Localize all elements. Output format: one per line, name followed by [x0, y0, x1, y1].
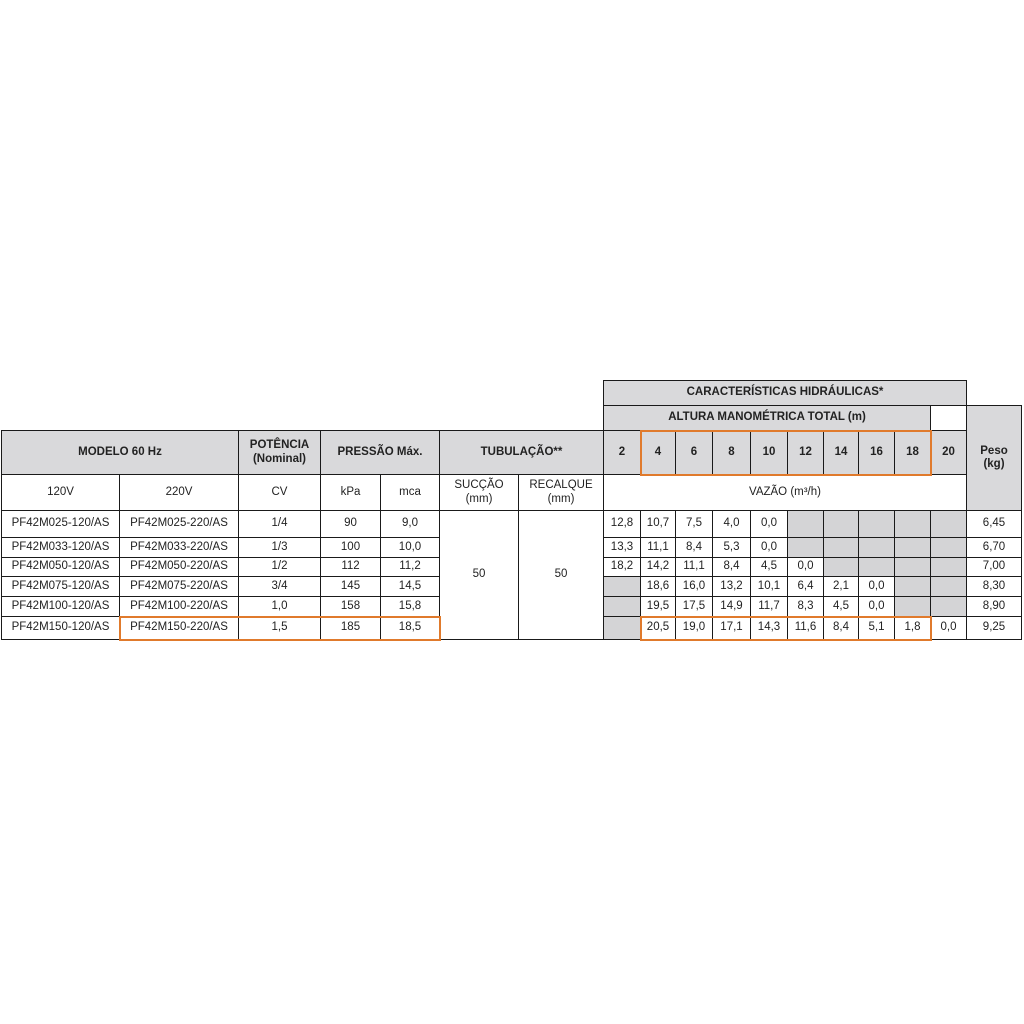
pressao-header: PRESSÃO Máx. [320, 430, 440, 475]
flow-value: 4,5 [823, 596, 859, 617]
flow-value [787, 537, 824, 558]
model-120v: PF42M033-120/AS [1, 537, 120, 558]
flow-value [823, 557, 859, 577]
flow-value: 19,0 [675, 616, 713, 640]
peso-value: 6,70 [966, 537, 1022, 558]
flow-value: 4,5 [750, 557, 788, 577]
model-220v: PF42M025-220/AS [119, 510, 239, 538]
succao-value: 50 [439, 510, 519, 640]
flow-value [930, 557, 967, 577]
flow-value [858, 537, 895, 558]
peso-value: 6,45 [966, 510, 1022, 538]
flow-value: 0,0 [787, 557, 824, 577]
flow-value: 4,0 [712, 510, 751, 538]
flow-value: 17,5 [675, 596, 713, 617]
flow-value: 5,1 [858, 616, 895, 640]
flow-value [930, 537, 967, 558]
voltage-120-header: 120V [1, 474, 120, 511]
flow-value: 8,3 [787, 596, 824, 617]
flow-value [894, 557, 931, 577]
height-8: 8 [712, 430, 751, 475]
flow-value: 0,0 [750, 537, 788, 558]
model-220v: PF42M033-220/AS [119, 537, 239, 558]
flow-value: 1,8 [894, 616, 931, 640]
succao-header: SUCÇÃO (mm) [439, 474, 519, 511]
altura-header: ALTURA MANOMÉTRICA TOTAL (m) [603, 405, 931, 431]
pressao-kpa: 145 [320, 576, 381, 597]
flow-value: 0,0 [858, 576, 895, 597]
flow-value: 12,8 [603, 510, 641, 538]
flow-value [823, 510, 859, 538]
flow-value: 7,5 [675, 510, 713, 538]
flow-value [858, 557, 895, 577]
height-2: 2 [603, 430, 641, 475]
model-120v: PF42M100-120/AS [1, 596, 120, 617]
pressao-mca: 10,0 [380, 537, 440, 558]
model-220v: PF42M050-220/AS [119, 557, 239, 577]
modelo-header: MODELO 60 Hz [1, 430, 239, 475]
pressao-mca: 18,5 [380, 616, 440, 640]
flow-value [930, 576, 967, 597]
pressao-kpa: 158 [320, 596, 381, 617]
mca-header: mca [380, 474, 440, 511]
flow-value: 8,4 [712, 557, 751, 577]
pressao-kpa: 100 [320, 537, 381, 558]
voltage-220-header: 220V [119, 474, 239, 511]
potencia-cv: 1/3 [238, 537, 321, 558]
pressao-kpa: 90 [320, 510, 381, 538]
peso-value: 9,25 [966, 616, 1022, 640]
flow-value [603, 576, 641, 597]
flow-value: 0,0 [858, 596, 895, 617]
flow-value: 18,6 [640, 576, 676, 597]
flow-value: 2,1 [823, 576, 859, 597]
flow-value: 11,6 [787, 616, 824, 640]
potencia-cv: 1/2 [238, 557, 321, 577]
potencia-cv: 3/4 [238, 576, 321, 597]
flow-value: 10,7 [640, 510, 676, 538]
caracteristicas-header: CARACTERÍSTICAS HIDRÁULICAS* [603, 380, 967, 406]
height-14: 14 [823, 430, 859, 475]
flow-value [930, 596, 967, 617]
flow-value [603, 596, 641, 617]
height-10: 10 [750, 430, 788, 475]
peso-value: 7,00 [966, 557, 1022, 577]
flow-value: 16,0 [675, 576, 713, 597]
flow-value: 5,3 [712, 537, 751, 558]
model-220v: PF42M100-220/AS [119, 596, 239, 617]
flow-value: 8,4 [675, 537, 713, 558]
flow-value: 14,2 [640, 557, 676, 577]
pressao-mca: 14,5 [380, 576, 440, 597]
model-220v: PF42M150-220/AS [119, 616, 239, 640]
height-18: 18 [894, 430, 931, 475]
flow-value: 17,1 [712, 616, 751, 640]
peso-value: 8,90 [966, 596, 1022, 617]
potencia-cv: 1,0 [238, 596, 321, 617]
pressao-mca: 9,0 [380, 510, 440, 538]
flow-value: 14,3 [750, 616, 788, 640]
peso-header: Peso (kg) [966, 405, 1022, 511]
cv-header: CV [238, 474, 321, 511]
flow-value: 19,5 [640, 596, 676, 617]
height-6: 6 [675, 430, 713, 475]
flow-value [930, 510, 967, 538]
flow-value: 18,2 [603, 557, 641, 577]
flow-value [894, 596, 931, 617]
flow-value: 14,9 [712, 596, 751, 617]
flow-value: 8,4 [823, 616, 859, 640]
vazao-header: VAZÃO (m³/h) [603, 474, 967, 511]
flow-value: 10,1 [750, 576, 788, 597]
pressao-kpa: 112 [320, 557, 381, 577]
flow-value: 11,1 [675, 557, 713, 577]
flow-value: 13,2 [712, 576, 751, 597]
flow-value: 13,3 [603, 537, 641, 558]
flow-value [823, 537, 859, 558]
flow-value [894, 537, 931, 558]
flow-value [603, 616, 641, 640]
kpa-header: kPa [320, 474, 381, 511]
pressao-mca: 11,2 [380, 557, 440, 577]
height-20: 20 [930, 430, 967, 475]
model-220v: PF42M075-220/AS [119, 576, 239, 597]
pressao-mca: 15,8 [380, 596, 440, 617]
flow-value [894, 510, 931, 538]
potencia-header: POTÊNCIA (Nominal) [238, 430, 321, 475]
model-120v: PF42M050-120/AS [1, 557, 120, 577]
recalque-header: RECALQUE (mm) [518, 474, 604, 511]
flow-value: 0,0 [930, 616, 967, 640]
potencia-cv: 1,5 [238, 616, 321, 640]
peso-value: 8,30 [966, 576, 1022, 597]
height-4: 4 [640, 430, 676, 475]
flow-value [858, 510, 895, 538]
flow-value: 11,1 [640, 537, 676, 558]
model-120v: PF42M075-120/AS [1, 576, 120, 597]
model-120v: PF42M025-120/AS [1, 510, 120, 538]
flow-value [787, 510, 824, 538]
flow-value: 6,4 [787, 576, 824, 597]
flow-value: 20,5 [640, 616, 676, 640]
flow-value: 11,7 [750, 596, 788, 617]
flow-value: 0,0 [750, 510, 788, 538]
tubulacao-header: TUBULAÇÃO** [439, 430, 604, 475]
model-120v: PF42M150-120/AS [1, 616, 120, 640]
flow-value [894, 576, 931, 597]
potencia-cv: 1/4 [238, 510, 321, 538]
recalque-value: 50 [518, 510, 604, 640]
specs-table [2, 381, 1022, 643]
height-12: 12 [787, 430, 824, 475]
pressao-kpa: 185 [320, 616, 381, 640]
height-16: 16 [858, 430, 895, 475]
